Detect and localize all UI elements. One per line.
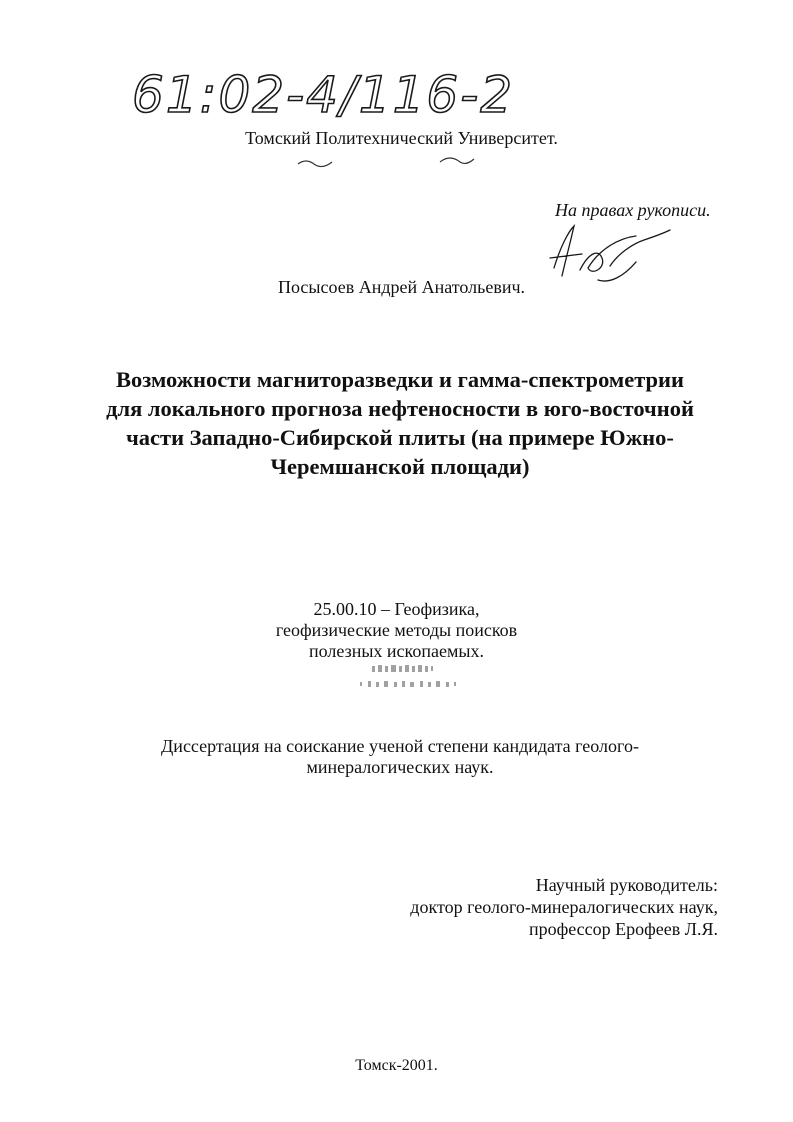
author-name: Посысоев Андрей Анатольевич. (277, 277, 526, 297)
catalog-code-text: 61:02-4/116-2 (132, 66, 515, 124)
specialty-line: полезных ископаемых. (309, 641, 484, 661)
handwritten-catalog-code (130, 58, 550, 128)
specialty-line: 25.00.10 – Геофизика, (313, 599, 480, 619)
rights-note: На правах рукописи. (555, 200, 711, 220)
advisor-line: Научный руководитель: (535, 875, 718, 895)
dissertation-title (60, 365, 740, 481)
title-line: Возможности магниторазведки и гамма-спектрометрии (116, 367, 684, 392)
specialty-block (0, 599, 793, 662)
title-line: Черемшанской площади) (270, 454, 530, 479)
degree-statement (120, 736, 680, 778)
university-name: Томский Политехнический Университет. (245, 128, 558, 148)
advisor-line: профессор Ерофеев Л.Я. (528, 919, 718, 939)
title-line: части Западно-Сибирской плиты (на примере Южно- (126, 425, 674, 450)
handwritten-underline-marks (290, 148, 490, 172)
scientific-advisor (410, 874, 718, 940)
advisor-line: доктор геолого-минералогических наук, (410, 897, 718, 917)
city-year: Томск-2001. (355, 1057, 438, 1074)
degree-line: минералогических наук. (306, 757, 494, 777)
specialty-line: геофизические методы поисков (275, 620, 518, 640)
title-line: для локального прогноза нефтеносности в юго-восточной (106, 396, 694, 421)
faded-stamp (350, 660, 490, 696)
degree-line: Диссертация на соискание ученой степени кандидата геолого- (161, 736, 639, 756)
